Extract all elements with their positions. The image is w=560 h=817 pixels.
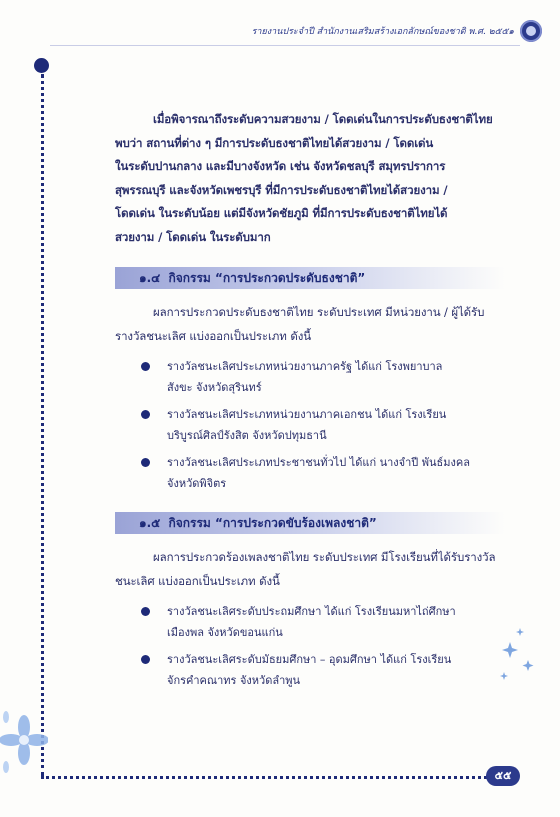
bullet-icon xyxy=(141,655,150,664)
page-header xyxy=(252,20,542,42)
award-list-anthem xyxy=(115,601,505,691)
list-item-line: บริบูรณ์ศิลป์รังสิต จังหวัดปทุมธานี xyxy=(167,429,327,442)
bullet-icon xyxy=(141,458,150,467)
section-paragraph-line: ชนะเลิศ แบ่งออกเป็นประเภท ดังนี้ xyxy=(115,573,280,588)
section-heading-anthem-contest xyxy=(115,512,505,534)
bullet-icon xyxy=(141,607,150,616)
list-item xyxy=(141,356,505,398)
intro-line: โดดเด่น ในระดับน้อย แต่มีจังหวัดชัยภูมิ ที่มีการประดับธงชาติไทยได้ xyxy=(115,206,448,220)
decor-horizontal-dotted-line xyxy=(41,776,487,779)
header-title: รายงานประจำปี สำนักงานเสริมสร้างเอกลักษณ์ของชาติ พ.ศ. ๒๕๕๑ xyxy=(251,27,514,37)
intro-line: เมื่อพิจารณาถึงระดับความสวยงาม / โดดเด่นในการประดับธงชาติไทย xyxy=(153,112,493,126)
list-item-line: รางวัลชนะเลิศประเภทหน่วยงานภาคเอกชน ได้แก่ โรงเรียน xyxy=(167,408,447,421)
section-number: ๑.๔ xyxy=(139,271,161,285)
list-item xyxy=(141,452,505,494)
decor-dot-icon xyxy=(34,58,49,73)
intro-paragraph xyxy=(115,108,505,249)
intro-line: ในระดับปานกลาง และมีบางจังหวัด เช่น จังหวัดชลบุรี สมุทรปราการ xyxy=(115,159,446,173)
section-title: กิจกรรม “การประกวดประดับธงชาติ” xyxy=(168,271,366,285)
page-number: ๕๕ xyxy=(486,766,520,786)
section-title: กิจกรรม “การประกวดขับร้องเพลงชาติ” xyxy=(168,516,377,530)
list-item-line: รางวัลชนะเลิศประเภทหน่วยงานภาครัฐ ได้แก่ โรงพยาบาล xyxy=(167,360,443,373)
award-list-flag xyxy=(115,356,505,494)
intro-line: สุพรรณบุรี และจังหวัดเพชรบุรี ที่มีการประดับธงชาติไทยได้สวยงาม / xyxy=(115,182,448,197)
intro-line: พบว่า สถานที่ต่าง ๆ มีการประดับธงชาติไทยได้สวยงาม / โดดเด่น xyxy=(115,135,434,150)
list-item-line: รางวัลชนะเลิศระดับประถมศึกษา ได้แก่ โรงเรียนมหาไถ่ศึกษา xyxy=(167,605,456,618)
header-rule xyxy=(50,45,520,46)
section-paragraph-line: รางวัลชนะเลิศ แบ่งออกเป็นประเภท ดังนี้ xyxy=(115,328,311,343)
list-item xyxy=(141,404,505,446)
bullet-icon xyxy=(141,410,150,419)
page-content xyxy=(115,108,505,697)
intro-line: สวยงาม / โดดเด่น ในระดับมาก xyxy=(115,229,271,244)
list-item xyxy=(141,649,505,691)
section-paragraph-line: ผลการประกวดร้องเพลงชาติไทย ระดับประเทศ มีโรงเรียนที่ได้รับรางวัล xyxy=(153,550,496,564)
section-paragraph-line: ผลการประกวดประดับธงชาติไทย ระดับประเทศ มีหน่วยงาน / ผู้ได้รับ xyxy=(153,305,485,319)
list-item-line: จักรคำคณาทร จังหวัดลำพูน xyxy=(167,674,301,687)
list-item-line: รางวัลชนะเลิศประเภทประชาชนทั่วไป ได้แก่ นางจำปี พันธ์มงคล xyxy=(167,456,470,469)
emblem-icon xyxy=(520,20,542,42)
list-item-line: จังหวัดพิจิตร xyxy=(167,477,227,490)
list-item-line: เมืองพล จังหวัดขอนแก่น xyxy=(167,626,283,639)
decor-vertical-dotted-line xyxy=(41,74,44,776)
bullet-icon xyxy=(141,362,150,371)
section-heading-flag-contest xyxy=(115,267,505,289)
flower-ornament-icon xyxy=(0,705,48,775)
list-item-line: สังขะ จังหวัดสุรินทร์ xyxy=(167,381,262,394)
section-number: ๑.๕ xyxy=(139,516,161,530)
list-item-line: รางวัลชนะเลิศระดับมัธยมศึกษา – อุดมศึกษา ได้แก่ โรงเรียน xyxy=(167,653,452,666)
list-item xyxy=(141,601,505,643)
